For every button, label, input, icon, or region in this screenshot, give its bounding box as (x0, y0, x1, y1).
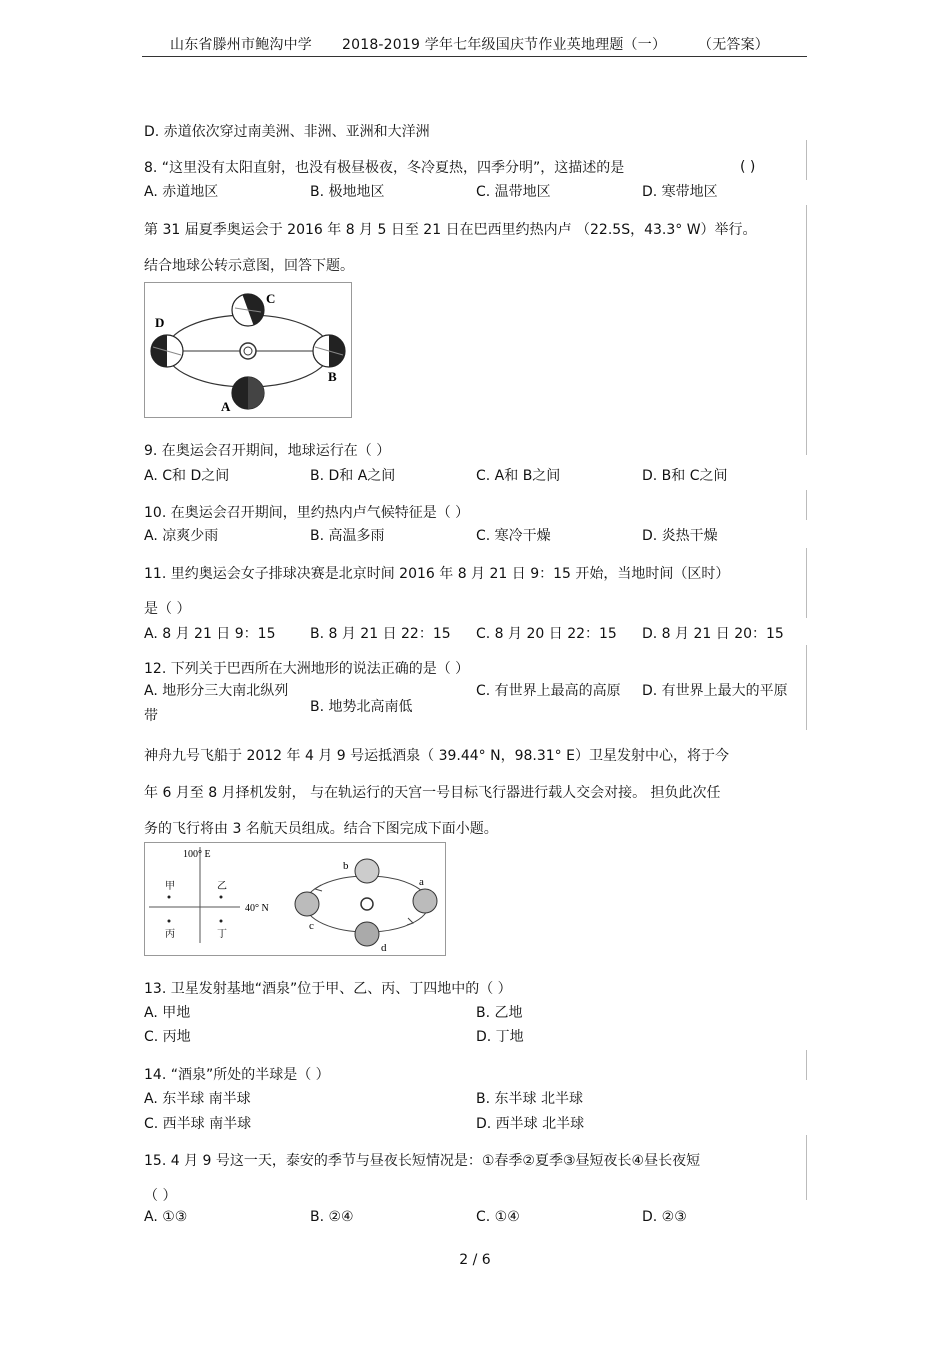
q15-stem2: （ ） (144, 1188, 177, 1204)
table-border (806, 490, 807, 520)
table-border (806, 645, 807, 730)
q12-option-a: A. 地形分三大南北纵列带 (144, 683, 289, 724)
sun-icon (361, 898, 373, 910)
label-40n: 40° N (245, 903, 269, 914)
grid-orbit-svg (145, 843, 445, 955)
passage1-line1: 第 31 届夏季奥运会于 2016 年 8 月 5 日至 21 日在巴西里约热内卢 （22.5S，43.3° W）举行。 (144, 222, 757, 238)
earth-position-b (355, 859, 379, 883)
q10-option-c: C. 寒冷干燥 (476, 528, 551, 544)
earth-position-d (151, 335, 183, 367)
orbit-arrow (407, 918, 413, 925)
label-a: A (221, 399, 231, 414)
q14-stem: 14. “酒泉”所处的半球是（ ） (144, 1067, 330, 1083)
q13-option-c: C. 丙地 (144, 1029, 191, 1045)
table-border (806, 140, 807, 180)
q9-option-b: B. D和 A之间 (310, 468, 396, 484)
q8-option-b: B. 极地地区 (310, 184, 385, 200)
table-border (806, 1050, 807, 1080)
point-yi (220, 896, 223, 899)
table-border (806, 205, 807, 455)
q13-option-a: A. 甲地 (144, 1005, 191, 1021)
label-b: B (328, 369, 337, 384)
label-jia: 甲 (165, 881, 175, 892)
passage2-line3: 务的飞行将由 3 名航天员组成。结合下图完成下面小题。 (144, 821, 498, 837)
sun-core (244, 347, 252, 355)
q14-option-c: C. 西半球 南半球 (144, 1116, 252, 1132)
q12-option-c: C. 有世界上最高的高原 (476, 683, 621, 699)
label-d: d (381, 942, 387, 954)
orbit-diagram-svg (145, 283, 351, 417)
table-border (806, 548, 807, 618)
page-number: 2 / 6 (459, 1252, 491, 1268)
q12-option-b: B. 地势北高南低 (310, 699, 413, 715)
q11-option-b: B. 8 月 21 日 22：15 (310, 626, 451, 642)
q10-stem: 10. 在奥运会召开期间，里约热内卢气候特征是（ ） (144, 505, 470, 521)
q10-option-d: D. 炎热干燥 (642, 528, 718, 544)
header-note: （无答案） (698, 37, 769, 53)
q8-option-c: C. 温带地区 (476, 184, 551, 200)
label-100e: 100° E (183, 849, 211, 860)
q11-option-d: D. 8 月 21 日 20：15 (642, 626, 784, 642)
label-yi: 乙 (217, 881, 227, 892)
q8-option-a: A. 赤道地区 (144, 184, 219, 200)
q9-option-d: D. B和 C之间 (642, 468, 728, 484)
q15-stem: 15. 4 月 9 号这一天，泰安的季节与昼夜长短情况是：①春季②夏季③昼短夜长④昼长夜短 (144, 1153, 701, 1169)
q7-option-d: D. 赤道依次穿过南美洲、非洲、亚洲和大洋洲 (144, 124, 430, 140)
label-ding: 丁 (217, 929, 227, 940)
earth-position-a (232, 377, 264, 409)
q13-stem: 13. 卫星发射基地“酒泉”位于甲、乙、丙、丁四地中的（ ） (144, 981, 512, 997)
q9-option-c: C. A和 B之间 (476, 468, 561, 484)
header-title: 2018-2019 学年七年级国庆节作业英地理题（一） (342, 37, 667, 53)
passage2-line1: 神舟九号飞船于 2012 年 4 月 9 号运抵酒泉（ 39.44° N，98.31° E）卫星发射中心，将于今 (144, 748, 729, 764)
earth-revolution-diagram-1 (144, 282, 352, 418)
earth-position-b (313, 335, 345, 367)
point-ding (220, 920, 223, 923)
q11-option-a: A. 8 月 21 日 9：15 (144, 626, 276, 642)
header-rule (142, 56, 807, 57)
label-b: b (343, 860, 349, 872)
earth-position-d (355, 922, 379, 946)
table-border (806, 1135, 807, 1200)
q8-stem: 8. “这里没有太阳直射，也没有极昼极夜，冬冷夏热，四季分明”，这描述的是 (144, 160, 625, 176)
q15-option-d: D. ②③ (642, 1209, 687, 1225)
q15-option-a: A. ①③ (144, 1209, 188, 1225)
label-d: D (155, 315, 165, 330)
label-bing: 丙 (165, 929, 175, 940)
q10-option-b: B. 高温多雨 (310, 528, 385, 544)
q13-option-d: D. 丁地 (476, 1029, 524, 1045)
q12-stem: 12. 下列关于巴西所在大洲地形的说法正确的是（ ） (144, 661, 470, 677)
q15-option-b: B. ②④ (310, 1209, 354, 1225)
q10-option-a: A. 凉爽少雨 (144, 528, 219, 544)
label-c: c (309, 920, 314, 932)
earth-position-c (295, 892, 319, 916)
q9-option-a: A. C和 D之间 (144, 468, 230, 484)
page-header (142, 34, 807, 56)
point-jia (168, 896, 171, 899)
passage1-line2: 结合地球公转示意图，回答下题。 (144, 258, 354, 274)
q9-stem: 9. 在奥运会召开期间，地球运行在（ ） (144, 443, 391, 459)
q14-option-d: D. 西半球 北半球 (476, 1116, 585, 1132)
point-bing (168, 920, 171, 923)
header-school: 山东省滕州市鲍沟中学 (170, 37, 312, 53)
q8-paren: ( ) (740, 159, 756, 175)
earth-position-a (413, 889, 437, 913)
q12-option-d: D. 有世界上最大的平原 (642, 683, 788, 699)
label-c: C (266, 291, 276, 306)
label-a: a (419, 876, 424, 888)
q14-option-b: B. 东半球 北半球 (476, 1091, 583, 1107)
coordinate-and-orbit-diagram (144, 842, 446, 956)
earth-position-c (232, 289, 269, 326)
q15-option-c: C. ①④ (476, 1209, 520, 1225)
q13-option-b: B. 乙地 (476, 1005, 523, 1021)
q11-stem2: 是（ ） (144, 601, 191, 617)
passage2-line2: 年 6 月至 8 月择机发射， 与在轨运行的天宫一号目标飞行器进行载人交会对接。 担负此次任 (144, 785, 721, 801)
q11-stem: 11. 里约奥运会女子排球决赛是北京时间 2016 年 8 月 21 日 9：15 开始，当地时间（区时） (144, 566, 730, 582)
orbit-arrow (315, 885, 322, 891)
q14-option-a: A. 东半球 南半球 (144, 1091, 251, 1107)
q11-option-c: C. 8 月 20 日 22：15 (476, 626, 617, 642)
q8-option-d: D. 寒带地区 (642, 184, 718, 200)
